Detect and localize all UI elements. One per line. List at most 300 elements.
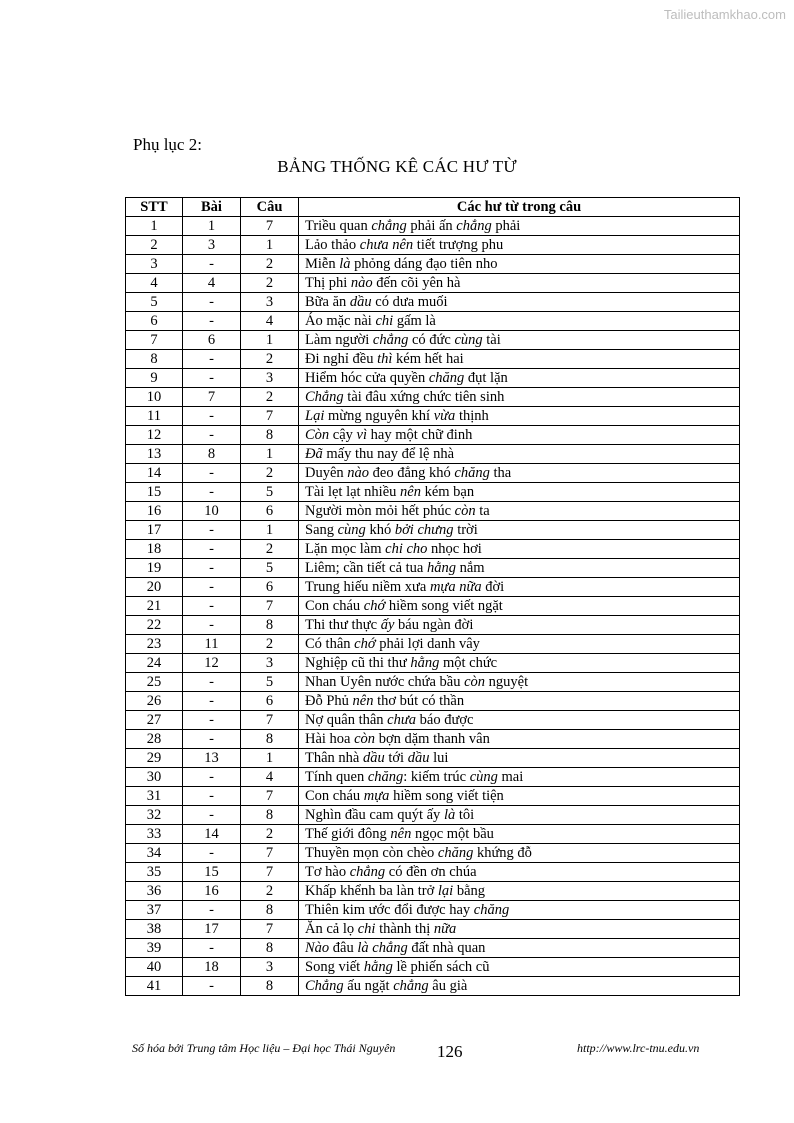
sentence-text: Song viết <box>305 959 364 975</box>
table-row <box>126 407 740 426</box>
statistics-table <box>125 197 740 996</box>
cell-stt: 10 <box>126 388 183 407</box>
table-row <box>126 939 740 958</box>
sentence-text: Lặn mọc làm <box>305 541 386 557</box>
sentence-text: đụt lặn <box>464 370 508 386</box>
sentence-text: mai <box>497 769 524 785</box>
cell-stt: 38 <box>126 920 183 939</box>
particle-word: Đã <box>305 446 323 462</box>
table-row <box>126 464 740 483</box>
cell-stt: 34 <box>126 844 183 863</box>
sentence-text: báo được <box>416 712 474 728</box>
cell-bai: - <box>183 255 241 274</box>
sentence-text: hiềm song viết tiện <box>389 788 504 804</box>
cell-cau: 8 <box>241 939 299 958</box>
cell-sentence <box>299 768 740 787</box>
table-row <box>126 825 740 844</box>
cell-bai: 7 <box>183 388 241 407</box>
sentence-text: tài đâu xứng chức tiên sinh <box>343 389 505 405</box>
table-row <box>126 331 740 350</box>
cell-sentence <box>299 882 740 901</box>
cell-cau: 2 <box>241 255 299 274</box>
cell-bai: 18 <box>183 958 241 977</box>
table-row <box>126 711 740 730</box>
cell-cau: 8 <box>241 616 299 635</box>
sentence-text: khứng đỗ <box>473 845 532 861</box>
particle-word: dầu <box>407 750 430 766</box>
particle-word: cùng <box>469 769 498 785</box>
table-row <box>126 426 740 445</box>
table-row <box>126 521 740 540</box>
cell-stt: 22 <box>126 616 183 635</box>
sentence-text: Thuyền mọn còn chèo <box>305 845 438 861</box>
cell-bai: - <box>183 711 241 730</box>
cell-cau: 8 <box>241 426 299 445</box>
sentence-text: Làm người <box>305 332 373 348</box>
sentence-text: Con cháu <box>305 788 364 804</box>
sentence-text: mấy thu nay để lệ nhà <box>322 446 454 462</box>
particle-word: còn <box>464 674 486 690</box>
sentence-text: Miễn <box>305 256 340 272</box>
cell-bai: 4 <box>183 274 241 293</box>
particle-word: chăng <box>437 845 474 861</box>
cell-sentence <box>299 483 740 502</box>
particle-word: chi cho <box>385 541 428 557</box>
table-row <box>126 882 740 901</box>
cell-sentence <box>299 806 740 825</box>
header-cau: Câu <box>241 198 299 217</box>
particle-word: Nào <box>305 940 330 956</box>
particle-word: chẳng <box>371 218 407 234</box>
cell-sentence <box>299 920 740 939</box>
cell-cau: 5 <box>241 483 299 502</box>
sentence-text: Đi nghỉ đều <box>305 351 378 367</box>
cell-bai: - <box>183 787 241 806</box>
table-row <box>126 673 740 692</box>
sentence-text: Thiên kim ước đổi được hay <box>305 902 474 918</box>
cell-cau: 2 <box>241 350 299 369</box>
particle-word: chẳng <box>456 218 492 234</box>
table-row <box>126 350 740 369</box>
particle-word: hằng <box>363 959 393 975</box>
cell-bai: - <box>183 844 241 863</box>
cell-stt: 3 <box>126 255 183 274</box>
cell-bai: 10 <box>183 502 241 521</box>
sentence-text: Nghìn đầu cam quýt ấy <box>305 807 444 823</box>
cell-cau: 2 <box>241 540 299 559</box>
cell-stt: 8 <box>126 350 183 369</box>
cell-cau: 2 <box>241 464 299 483</box>
table-row <box>126 920 740 939</box>
header-particles: Các hư từ trong câu <box>299 198 740 217</box>
particle-word: vì <box>356 427 368 443</box>
cell-cau: 7 <box>241 407 299 426</box>
cell-bai: - <box>183 369 241 388</box>
cell-stt: 23 <box>126 635 183 654</box>
table-row <box>126 540 740 559</box>
header-bai: Bài <box>183 198 241 217</box>
table-row <box>126 654 740 673</box>
table-row <box>126 483 740 502</box>
cell-stt: 21 <box>126 597 183 616</box>
sentence-text: tài <box>482 332 501 348</box>
cell-stt: 19 <box>126 559 183 578</box>
cell-stt: 28 <box>126 730 183 749</box>
sentence-text: gấm là <box>393 313 436 329</box>
cell-cau: 2 <box>241 274 299 293</box>
cell-stt: 27 <box>126 711 183 730</box>
footer-source: Số hóa bởi Trung tâm Học liệu – Đại học Thái Nguyên <box>132 1041 396 1055</box>
table-row <box>126 692 740 711</box>
cell-bai: - <box>183 521 241 540</box>
cell-bai: - <box>183 768 241 787</box>
particle-word: chẳng <box>393 978 429 994</box>
cell-cau: 7 <box>241 597 299 616</box>
cell-cau: 6 <box>241 502 299 521</box>
cell-bai: - <box>183 350 241 369</box>
cell-sentence <box>299 977 740 996</box>
cell-bai: - <box>183 806 241 825</box>
particle-word: hằng <box>410 655 440 671</box>
cell-stt: 39 <box>126 939 183 958</box>
particle-word: là <box>339 256 351 272</box>
sentence-text: đâu <box>329 940 358 956</box>
cell-bai: - <box>183 559 241 578</box>
cell-sentence <box>299 540 740 559</box>
sentence-text: Nghiệp cũ thi thư <box>305 655 411 671</box>
sentence-text: đeo đẳng khó <box>369 465 455 481</box>
cell-bai: - <box>183 692 241 711</box>
cell-sentence <box>299 274 740 293</box>
sentence-text: tiết trượng phu <box>413 237 504 253</box>
cell-bai: 13 <box>183 749 241 768</box>
cell-bai: 1 <box>183 217 241 236</box>
cell-cau: 2 <box>241 635 299 654</box>
table-row <box>126 901 740 920</box>
cell-stt: 33 <box>126 825 183 844</box>
sentence-text: tha <box>489 465 512 481</box>
particle-word: chưa <box>387 712 417 728</box>
particle-word: lại <box>437 883 454 899</box>
cell-cau: 1 <box>241 749 299 768</box>
cell-bai: - <box>183 540 241 559</box>
sentence-text: nguyệt <box>485 674 529 690</box>
cell-cau: 7 <box>241 787 299 806</box>
sentence-text: ấu ngặt <box>343 978 394 994</box>
table-row <box>126 958 740 977</box>
cell-stt: 2 <box>126 236 183 255</box>
sentence-text: tôi <box>455 807 475 823</box>
cell-cau: 8 <box>241 901 299 920</box>
cell-cau: 1 <box>241 521 299 540</box>
sentence-text: Triều quan <box>305 218 372 234</box>
cell-stt: 12 <box>126 426 183 445</box>
cell-sentence <box>299 426 740 445</box>
cell-sentence <box>299 236 740 255</box>
cell-sentence <box>299 217 740 236</box>
sentence-text: : kiếm trúc <box>403 769 470 785</box>
sentence-text: nhọc hơi <box>427 541 482 557</box>
table-row <box>126 730 740 749</box>
sentence-text: Đỗ Phủ <box>305 693 353 709</box>
cell-cau: 1 <box>241 445 299 464</box>
cell-sentence <box>299 369 740 388</box>
cell-cau: 3 <box>241 654 299 673</box>
sentence-text: trời <box>453 522 478 538</box>
sentence-text: Sang <box>305 522 338 538</box>
table-row <box>126 236 740 255</box>
cell-cau: 7 <box>241 863 299 882</box>
cell-cau: 1 <box>241 236 299 255</box>
cell-sentence <box>299 825 740 844</box>
cell-bai: 15 <box>183 863 241 882</box>
particle-word: Chẳng <box>305 978 344 994</box>
cell-sentence <box>299 844 740 863</box>
cell-sentence <box>299 464 740 483</box>
cell-stt: 17 <box>126 521 183 540</box>
cell-bai: 8 <box>183 445 241 464</box>
particle-word: vừa <box>433 408 456 424</box>
sentence-text: bợn dặm thanh vân <box>375 731 490 747</box>
cell-sentence <box>299 901 740 920</box>
table-row <box>126 578 740 597</box>
sentence-text: Khấp khểnh ba làn trở <box>305 883 438 899</box>
table-row <box>126 844 740 863</box>
cell-stt: 13 <box>126 445 183 464</box>
sentence-text: bằng <box>453 883 486 899</box>
cell-cau: 7 <box>241 711 299 730</box>
sentence-text: lui <box>429 750 449 766</box>
particle-word: dầu <box>349 294 372 310</box>
sentence-text: thành thị <box>375 921 434 937</box>
cell-sentence <box>299 597 740 616</box>
sentence-text: đời <box>481 579 505 595</box>
table-header-row <box>126 198 740 217</box>
particle-word: cùng <box>454 332 483 348</box>
sentence-text: phải ấn <box>406 218 457 234</box>
table-row <box>126 388 740 407</box>
cell-bai: 12 <box>183 654 241 673</box>
particle-word: chớ <box>354 636 376 652</box>
sentence-text: Áo mặc nài <box>305 313 376 329</box>
sentence-text: Nợ quân thân <box>305 712 388 728</box>
sentence-text: hiềm song viết ngặt <box>385 598 503 614</box>
sentence-text: Trung hiếu niềm xưa <box>305 579 430 595</box>
sentence-text: Người mòn mỏi hết phúc <box>305 503 455 519</box>
sentence-text: Có thân <box>305 636 355 652</box>
sentence-text: cậy <box>329 427 357 443</box>
cell-cau: 7 <box>241 844 299 863</box>
cell-bai: 11 <box>183 635 241 654</box>
cell-sentence <box>299 559 740 578</box>
particle-word: nên <box>352 693 374 709</box>
sentence-text: Ăn cả lọ <box>305 921 358 937</box>
sentence-text: Tơ hào <box>305 864 350 880</box>
cell-stt: 4 <box>126 274 183 293</box>
sentence-text: Thân nhà <box>305 750 363 766</box>
sentence-text: đất nhà quan <box>407 940 486 956</box>
sentence-text: Bữa ăn <box>305 294 350 310</box>
cell-bai: - <box>183 673 241 692</box>
cell-stt: 26 <box>126 692 183 711</box>
cell-cau: 4 <box>241 768 299 787</box>
cell-stt: 31 <box>126 787 183 806</box>
cell-bai: - <box>183 426 241 445</box>
cell-bai: 16 <box>183 882 241 901</box>
cell-sentence <box>299 787 740 806</box>
sentence-text: có đền ơn chúa <box>385 864 477 880</box>
particle-word: nên <box>400 484 421 500</box>
cell-cau: 3 <box>241 293 299 312</box>
particle-word: nào <box>347 465 370 481</box>
particle-word: cùng <box>337 522 366 538</box>
cell-sentence <box>299 331 740 350</box>
cell-sentence <box>299 711 740 730</box>
cell-stt: 35 <box>126 863 183 882</box>
table-row <box>126 768 740 787</box>
cell-bai: - <box>183 977 241 996</box>
particle-word: chăng <box>473 902 510 918</box>
sentence-text: thơ bút có thần <box>373 693 465 709</box>
sentence-text: Thi thư thực <box>305 617 381 633</box>
cell-bai: 3 <box>183 236 241 255</box>
cell-sentence <box>299 350 740 369</box>
cell-cau: 4 <box>241 312 299 331</box>
cell-cau: 8 <box>241 977 299 996</box>
particle-word: nữa <box>433 921 457 937</box>
table-row <box>126 217 740 236</box>
cell-stt: 6 <box>126 312 183 331</box>
table-body <box>126 217 740 996</box>
cell-sentence <box>299 958 740 977</box>
cell-sentence <box>299 692 740 711</box>
cell-sentence <box>299 502 740 521</box>
table-row <box>126 274 740 293</box>
cell-stt: 7 <box>126 331 183 350</box>
cell-cau: 3 <box>241 958 299 977</box>
cell-cau: 1 <box>241 331 299 350</box>
cell-sentence <box>299 521 740 540</box>
table-row <box>126 616 740 635</box>
table-row <box>126 863 740 882</box>
cell-sentence <box>299 616 740 635</box>
cell-sentence <box>299 293 740 312</box>
cell-sentence <box>299 407 740 426</box>
cell-bai: - <box>183 407 241 426</box>
particle-word: chẳng <box>349 864 386 880</box>
sentence-text: Tính quen <box>305 769 368 785</box>
cell-stt: 11 <box>126 407 183 426</box>
sentence-text: kém hết hai <box>392 351 464 367</box>
sentence-text: âu già <box>428 978 468 994</box>
particle-word: chăng <box>367 769 404 785</box>
table-row <box>126 787 740 806</box>
cell-bai: 6 <box>183 331 241 350</box>
cell-stt: 24 <box>126 654 183 673</box>
cell-bai: - <box>183 578 241 597</box>
sentence-text: khó <box>365 522 395 538</box>
table-row <box>126 312 740 331</box>
cell-stt: 20 <box>126 578 183 597</box>
cell-cau: 8 <box>241 730 299 749</box>
cell-bai: - <box>183 616 241 635</box>
particle-word: còn <box>454 503 476 519</box>
sentence-text: Liêm; cần tiết cả tua <box>305 560 427 576</box>
cell-stt: 18 <box>126 540 183 559</box>
table-row <box>126 502 740 521</box>
sentence-text: ta <box>475 503 490 519</box>
cell-cau: 7 <box>241 920 299 939</box>
sentence-text: Nhan Uyên nước chứa bầu <box>305 674 465 690</box>
table-row <box>126 806 740 825</box>
table-row <box>126 635 740 654</box>
cell-bai: - <box>183 464 241 483</box>
particle-word: nào <box>350 275 373 291</box>
sentence-text: ngọc một bầu <box>411 826 494 842</box>
cell-sentence <box>299 730 740 749</box>
particle-word: thì <box>377 351 393 367</box>
particle-word: chưa nên <box>359 237 414 253</box>
cell-stt: 25 <box>126 673 183 692</box>
table-row <box>126 597 740 616</box>
cell-bai: - <box>183 312 241 331</box>
particle-word: là <box>443 807 456 823</box>
particle-word: chẳng <box>372 332 409 348</box>
particle-word: chăng <box>454 465 490 481</box>
sentence-text: Hiểm hóc cửa quyền <box>305 370 429 386</box>
cell-stt: 5 <box>126 293 183 312</box>
table-row <box>126 445 740 464</box>
sentence-text: tới <box>384 750 408 766</box>
sentence-text: thịnh <box>455 408 489 424</box>
cell-stt: 37 <box>126 901 183 920</box>
cell-stt: 36 <box>126 882 183 901</box>
cell-stt: 16 <box>126 502 183 521</box>
particle-word: Chẳng <box>305 389 344 405</box>
cell-stt: 40 <box>126 958 183 977</box>
sentence-text: mừng nguyên khí <box>324 408 434 424</box>
cell-cau: 7 <box>241 217 299 236</box>
cell-sentence <box>299 673 740 692</box>
cell-stt: 14 <box>126 464 183 483</box>
header-stt: STT <box>126 198 183 217</box>
cell-bai: 14 <box>183 825 241 844</box>
particle-word: ấy <box>380 617 395 633</box>
cell-sentence <box>299 312 740 331</box>
particle-word: chi <box>357 921 376 937</box>
sentence-text: phỏng dáng đạo tiên nho <box>350 256 498 272</box>
particle-word: Còn <box>305 427 330 443</box>
table-row <box>126 749 740 768</box>
cell-sentence <box>299 578 740 597</box>
cell-cau: 8 <box>241 806 299 825</box>
sentence-text: nắm <box>455 560 485 576</box>
page-number: 126 <box>437 1042 463 1061</box>
sentence-text: Duyên <box>305 465 348 481</box>
cell-cau: 6 <box>241 692 299 711</box>
footer-url: http://www.lrc-tnu.edu.vn <box>577 1041 700 1055</box>
cell-bai: - <box>183 939 241 958</box>
cell-stt: 9 <box>126 369 183 388</box>
cell-cau: 2 <box>241 825 299 844</box>
sentence-text: phải <box>491 218 521 234</box>
table-row <box>126 559 740 578</box>
table-row <box>126 293 740 312</box>
sentence-text: Thị phi <box>305 275 351 291</box>
table-row <box>126 369 740 388</box>
cell-stt: 32 <box>126 806 183 825</box>
sentence-text: báu ngàn đời <box>394 617 474 633</box>
